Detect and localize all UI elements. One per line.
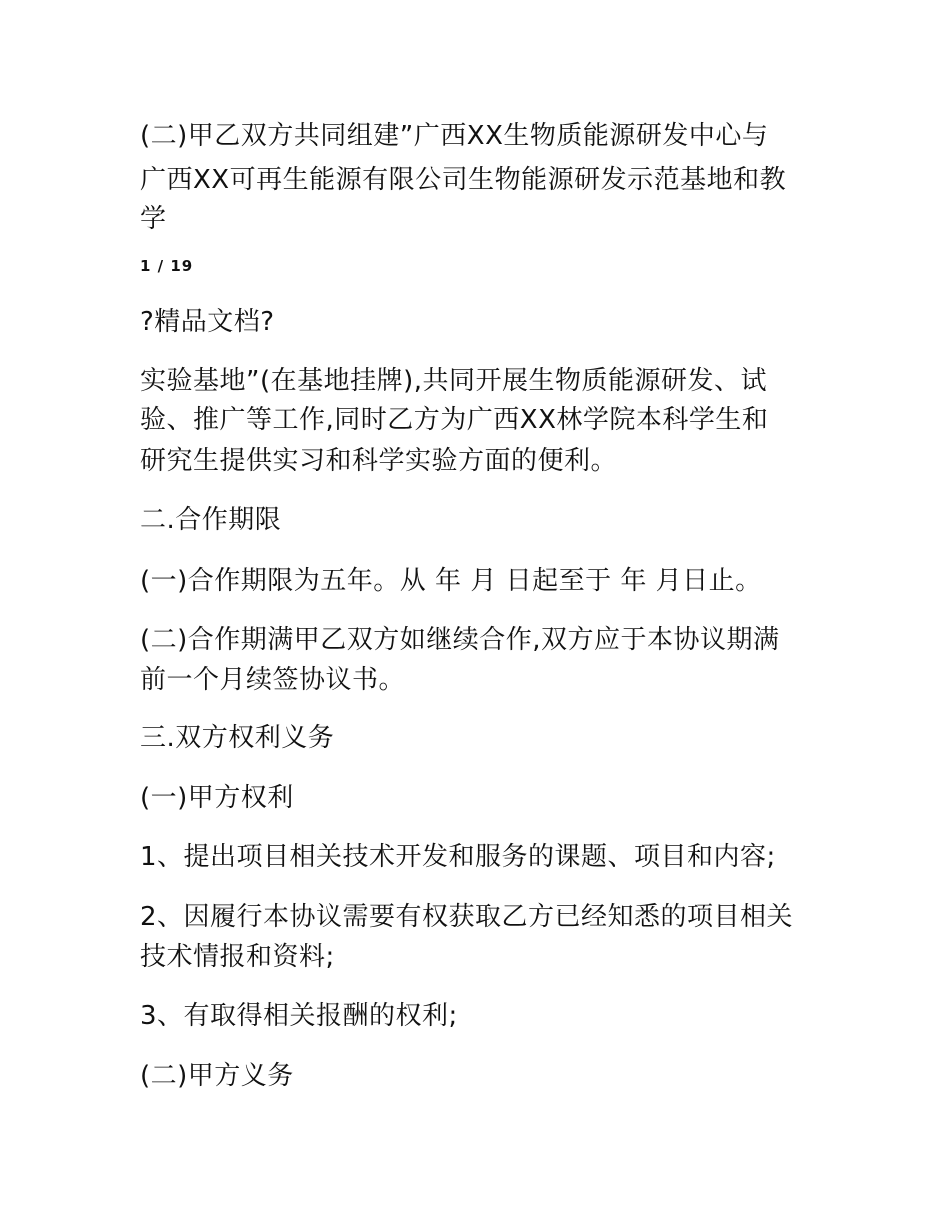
- list-item: 1、提出项目相关技术开发和服务的课题、项目和内容;: [140, 842, 776, 872]
- list-item: 3、有取得相关报酬的权利;: [140, 1001, 458, 1031]
- paragraph-line: 广西XX可再生能源有限公司生物能源研发示范基地和教: [140, 165, 787, 195]
- paragraph-line: (二)合作期满甲乙双方如继续合作,双方应于本协议期满: [140, 625, 780, 655]
- list-item-continuation: 技术情报和资料;: [140, 942, 335, 972]
- subsection-heading: (二)甲方义务: [140, 1061, 294, 1091]
- section-heading: 三.双方权利义务: [140, 723, 335, 753]
- paragraph-line: (二)甲乙双方共同组建”广西XX生物质能源研发中心与: [140, 121, 769, 151]
- paragraph-line: 验、推广等工作,同时乙方为广西XX林学院本科学生和: [140, 405, 769, 435]
- subsection-heading: (一)甲方权利: [140, 783, 294, 813]
- paragraph-line: 学: [140, 204, 167, 234]
- page-number: 1 / 19: [140, 257, 194, 275]
- header-mark: ?精品文档?: [140, 307, 275, 337]
- paragraph-line: (一)合作期限为五年。从 年 月 日起至于 年 月日止。: [140, 566, 762, 596]
- list-item: 2、因履行本协议需要有权获取乙方已经知悉的项目相关: [140, 902, 794, 932]
- section-heading: 二.合作期限: [140, 505, 282, 535]
- paragraph-line: 前一个月续签协议书。: [140, 665, 406, 695]
- paragraph-line: 研究生提供实习和科学实验方面的便利。: [140, 446, 618, 476]
- paragraph-line: 实验基地”(在基地挂牌),共同开展生物质能源研发、试: [140, 366, 768, 396]
